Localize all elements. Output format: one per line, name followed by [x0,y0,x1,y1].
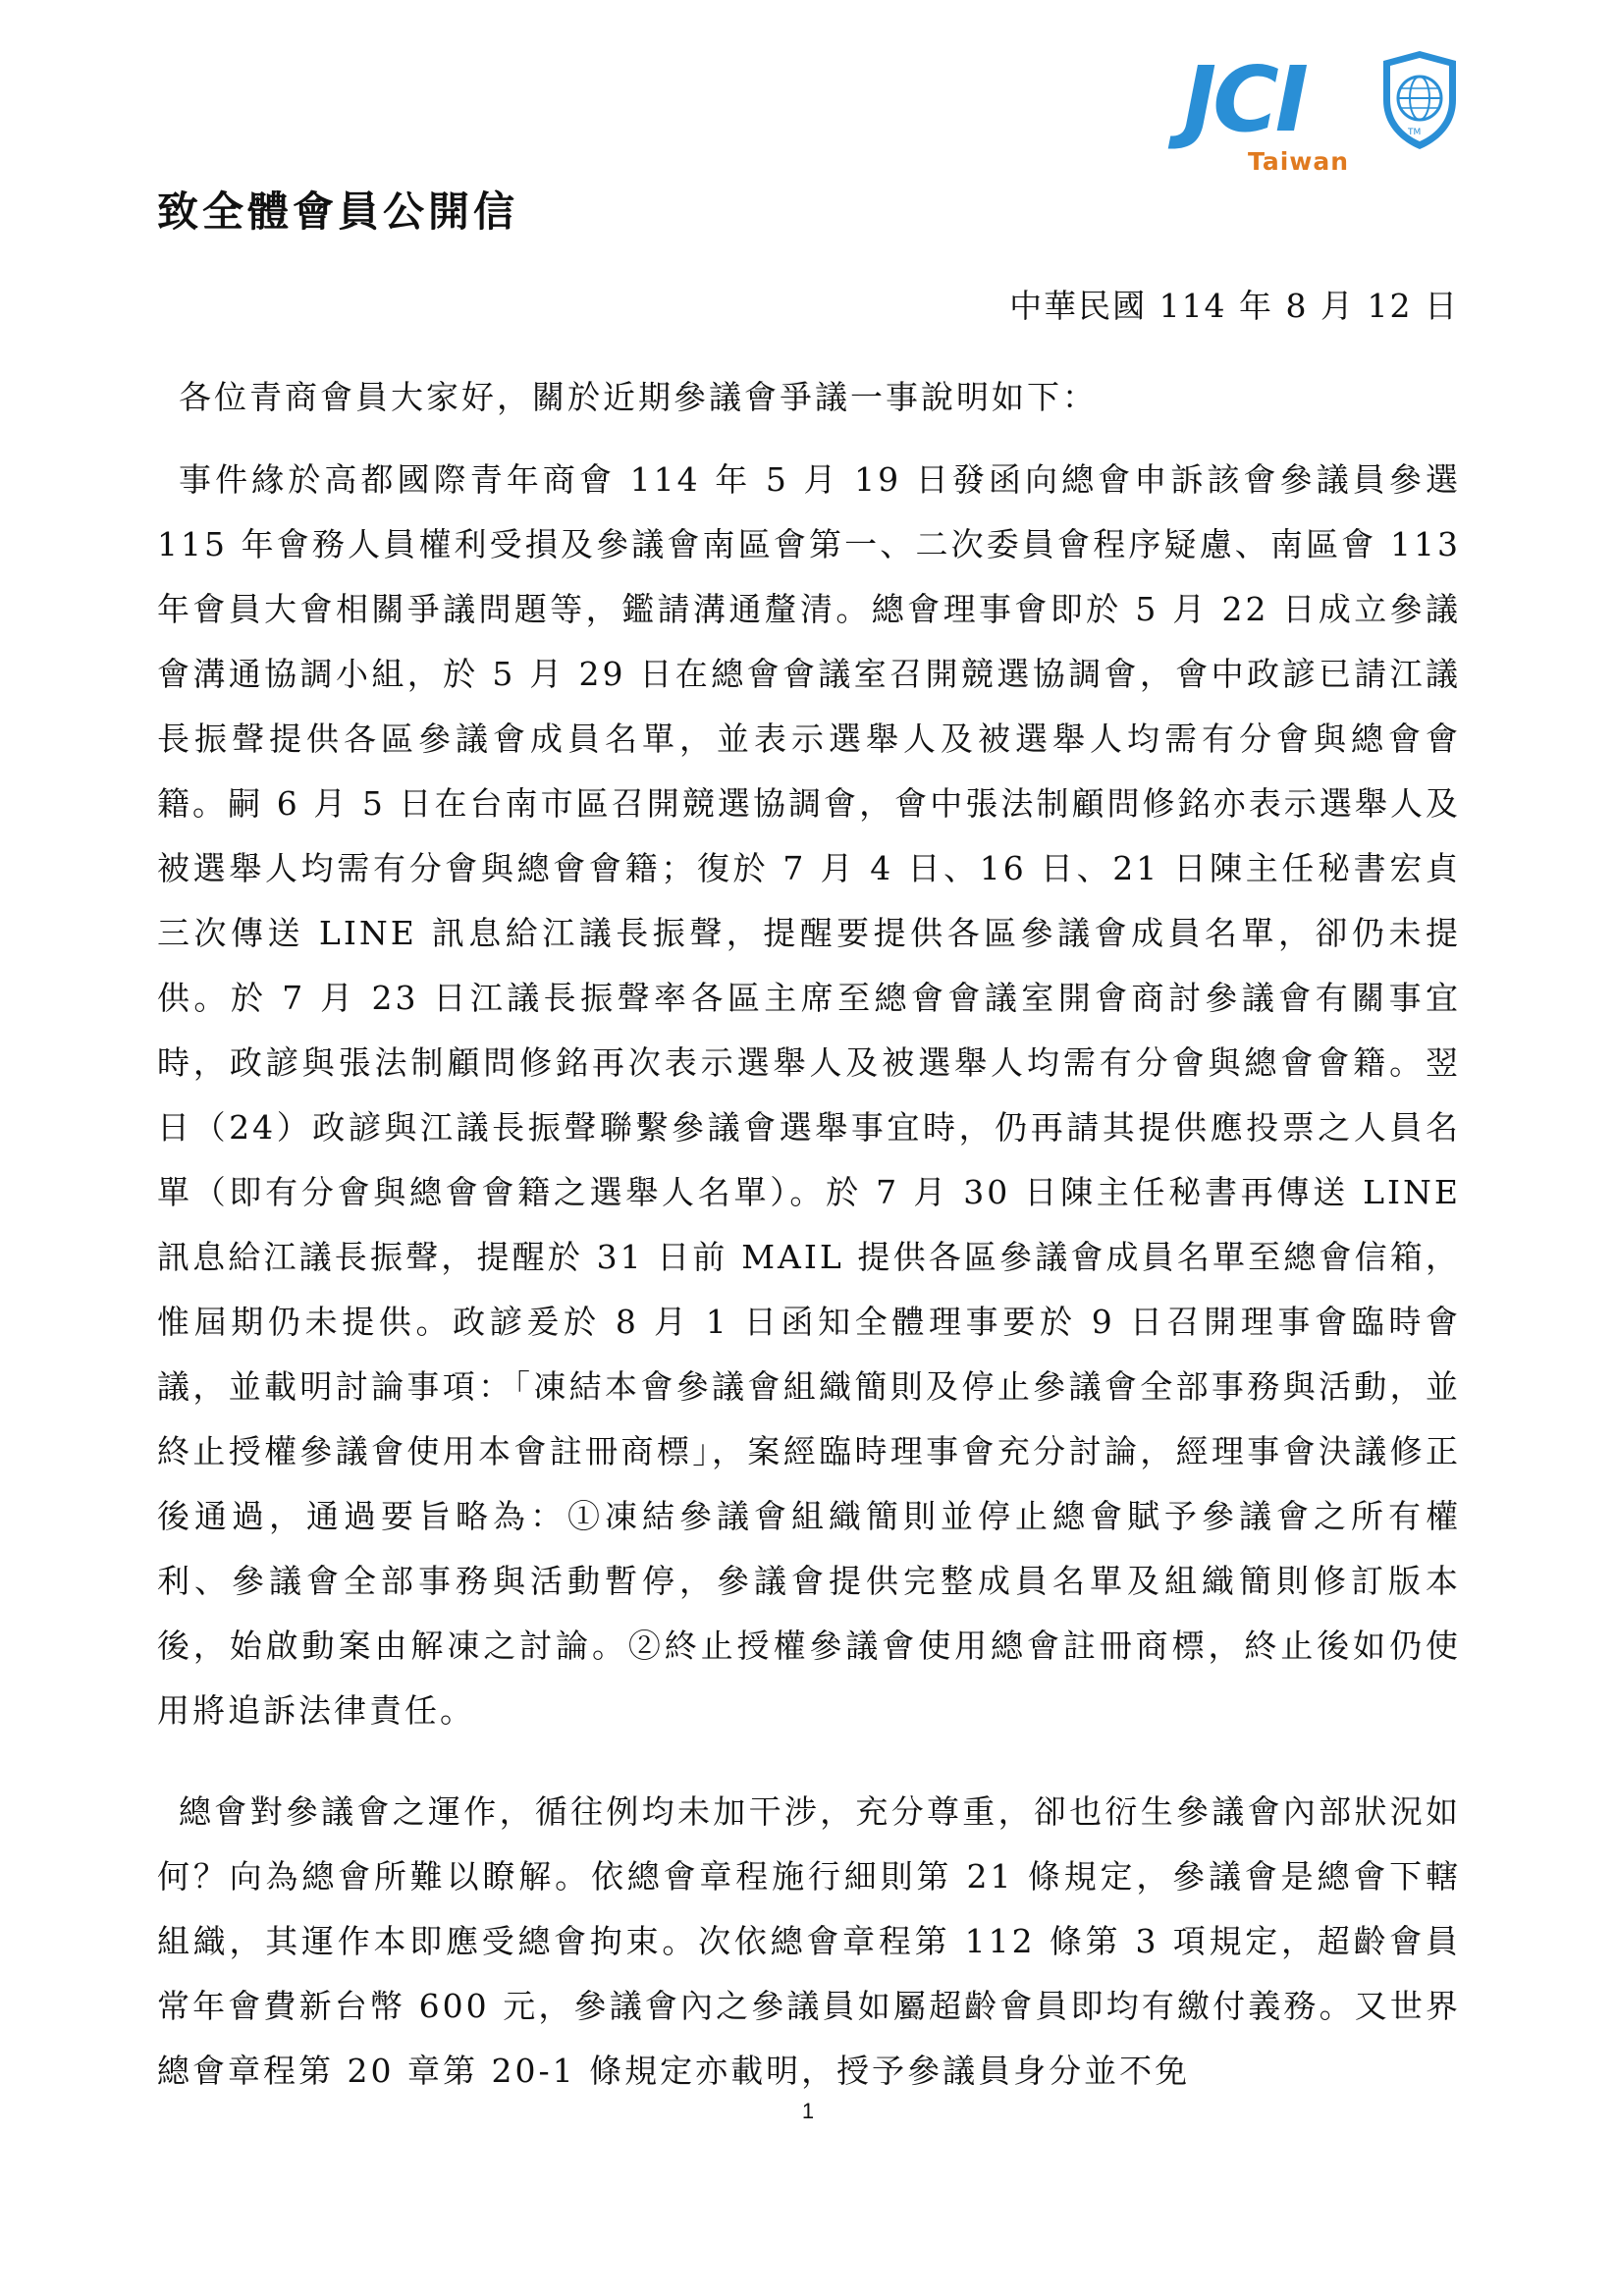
jci-taiwan-logo [1183,49,1468,187]
greeting-line: 各位青商會員大家好，關於近期參議會爭議一事說明如下： [179,378,1098,416]
logo-trademark: TM [1408,128,1422,137]
page-number: 1 [801,2099,815,2123]
logo-subtitle: Taiwan [1248,147,1350,176]
letter-title: 致全體會員公開信 [157,187,519,236]
paragraph-2: 總會對參議會之運作，循往例均未加干涉，充分尊重，卻也衍生參議會內部狀況如何？向為總會所難以瞭解。依總會章程施行細則第 21 條規定，參議會是總會下轄組織，其運作本即應受總會拘束。次依總會章程第 112 條第 3 項規定，超齡會員常年會費新台幣 600 元，參議會內之參議員如屬超齡會員即均有繳付義務。又世界總會章程第 20 章第 20-1 條規定亦載明，授予參議員身分並不免 [157,1792,1461,2090]
logo-letters: JCI [1183,47,1305,152]
paragraph-1: 事件緣於高都國際青年商會 114 年 5 月 19 日發函向總會申訴該會參議員參選 115 年會務人員權利受損及參議會南區會第一、二次委員會程序疑慮、南區會 113 年會員大會相關爭議問題等，鑑請溝通釐清。總會理事會即於 5 月 22 日成立參議會溝通協調小組，於 5 月 29 日在總會會議室召開競選協調會，會中政諺已請江議長振聲提供各區參議會成員名單，並表示選舉人及被選舉人均需有分會與總會會籍。嗣 6 月 5 日在台南市區召開競選協調會，會中張法制顧問修銘亦表示選舉人及被選舉人均需有分會與總會會籍；復於 7 月 4 日、16 日、21 日陳主任秘書宏貞三次傳送 LINE 訊息給江議長振聲，提醒要提供各區參議會成員名單，卻仍未提供。於 7 月 23 日江議長振聲率各區主席至總會會議室開會商討參議會有關事宜時，政諺與張法制顧問修銘再次表示選舉人及被選舉人均需有分會與總會會籍。翌日（24）政諺與江議長振聲聯繫參議會選舉事宜時，仍再請其提供應投票之人員名單（即有分會與總會會籍之選舉人名單）。於 7 月 30 日陳主任秘書再傳送 LINE 訊息給江議長振聲，提醒於 31 日前 MAIL 提供各區參議會成員名單至總會信箱，惟屆期仍未提供。政諺爰於 8 月 1 日函知全體理事要於 9 日召開理事會臨時會議，並載明討論事項：「凍結本會參議會組織簡則及停止參議會全部事務與活動，並終止授權參議會使用本會註冊商標」，案經臨時理事會充分討論，經理事會決議修正後通過，通過要旨略為：①凍結參議會組織簡則並停止總會賦予參議會之所有權利、參議會全部事務與活動暫停，參議會提供完整成員名單及組織簡則修訂版本後，始啟動案由解凍之討論。②終止授權參議會使用總會註冊商標，終止後如仍使用將追訴法律責任。 [157,460,1461,1730]
letter-date: 中華民國 114 年 8 月 12 日 [1009,287,1459,325]
